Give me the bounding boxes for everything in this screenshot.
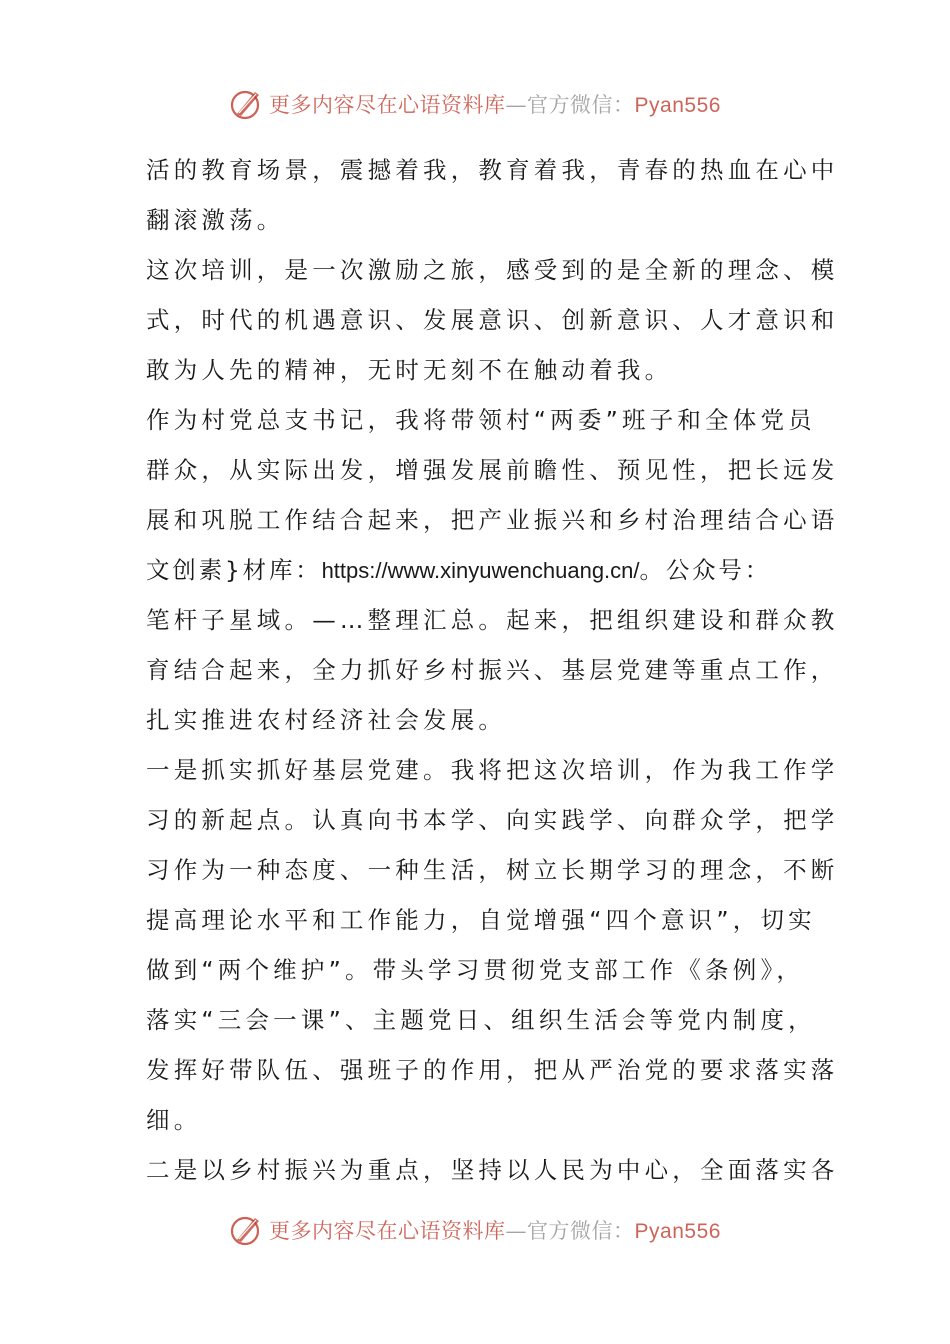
url-prefix: 文创素}材库： bbox=[146, 556, 322, 584]
text-line: 二是以乡村振兴为重点，坚持以人民为中心，全面落实各 bbox=[146, 1156, 839, 1184]
text-line: 习的新起点。认真向书本学、向实践学、向群众学，把学 bbox=[146, 806, 839, 834]
text-line: 群众，从实际出发，增强发展前瞻性、预见性，把长远发 bbox=[146, 456, 839, 484]
text-line: 活的教育场景，震撼着我，教育着我，青春的热血在心中 bbox=[146, 156, 839, 184]
text-line: 作为村党总支书记，我将带领村“两委”班子和全体党员 bbox=[146, 406, 816, 434]
text-line: 扎实推进农村经济社会发展。 bbox=[146, 706, 507, 734]
text-line: 展和巩脱工作结合起来，把产业振兴和乡村治理结合心语 bbox=[146, 506, 839, 534]
document-body bbox=[146, 145, 839, 1195]
watermark-dash: — bbox=[505, 93, 528, 117]
text-line: 做到“两个维护”。带头学习贯彻党支部工作《条例》， bbox=[146, 956, 805, 984]
quill-logo-icon bbox=[229, 1212, 265, 1248]
watermark-wechat-id: Pyan556 bbox=[634, 94, 721, 117]
text-line: 翻滚激荡。 bbox=[146, 206, 285, 234]
text-line: 提高理论水平和工作能力，自觉增强“四个意识”，切实 bbox=[146, 906, 816, 934]
footer-watermark bbox=[0, 1210, 950, 1250]
text-line: 笔杆子星域。—…整理汇总。起来，把组织建设和群众教 bbox=[146, 606, 839, 634]
header-watermark bbox=[0, 84, 950, 124]
text-line: 落实“三会一课”、主题党日、组织生活会等党内制度， bbox=[146, 1006, 816, 1034]
text-line: 发挥好带队伍、强班子的作用，把从严治党的要求落实落 bbox=[146, 1056, 839, 1084]
website-link[interactable]: https://www.xinyuwenchuang.cn/ bbox=[321, 558, 640, 583]
text-line: 细。 bbox=[146, 1106, 202, 1134]
text-line: 育结合起来，全力抓好乡村振兴、基层党建等重点工作， bbox=[146, 656, 839, 684]
text-line: 敢为人先的精神，无时无刻不在触动着我。 bbox=[146, 356, 673, 384]
watermark-wechat-id: Pyan556 bbox=[634, 1220, 721, 1243]
watermark-dash: — bbox=[505, 1219, 528, 1243]
text-line: 式，时代的机遇意识、发展意识、创新意识、人才意识和 bbox=[146, 306, 839, 334]
quill-logo-icon bbox=[229, 86, 265, 122]
watermark-brand: 更多内容尽在心语资料库 bbox=[269, 93, 506, 117]
watermark-wechat-label: 官方微信： bbox=[527, 93, 635, 117]
url-suffix: 。公众号： bbox=[639, 556, 772, 584]
watermark-text bbox=[269, 89, 721, 119]
text-line: 一是抓实抓好基层党建。我将把这次培训，作为我工作学 bbox=[146, 756, 839, 784]
text-line: 这次培训，是一次激励之旅，感受到的是全新的理念、模 bbox=[146, 256, 839, 284]
watermark-brand: 更多内容尽在心语资料库 bbox=[269, 1219, 506, 1243]
text-line: 习作为一种态度、一种生活，树立长期学习的理念，不断 bbox=[146, 856, 839, 884]
watermark-wechat-label: 官方微信： bbox=[527, 1219, 635, 1243]
text-line-url bbox=[146, 545, 810, 595]
watermark-text bbox=[269, 1215, 721, 1245]
